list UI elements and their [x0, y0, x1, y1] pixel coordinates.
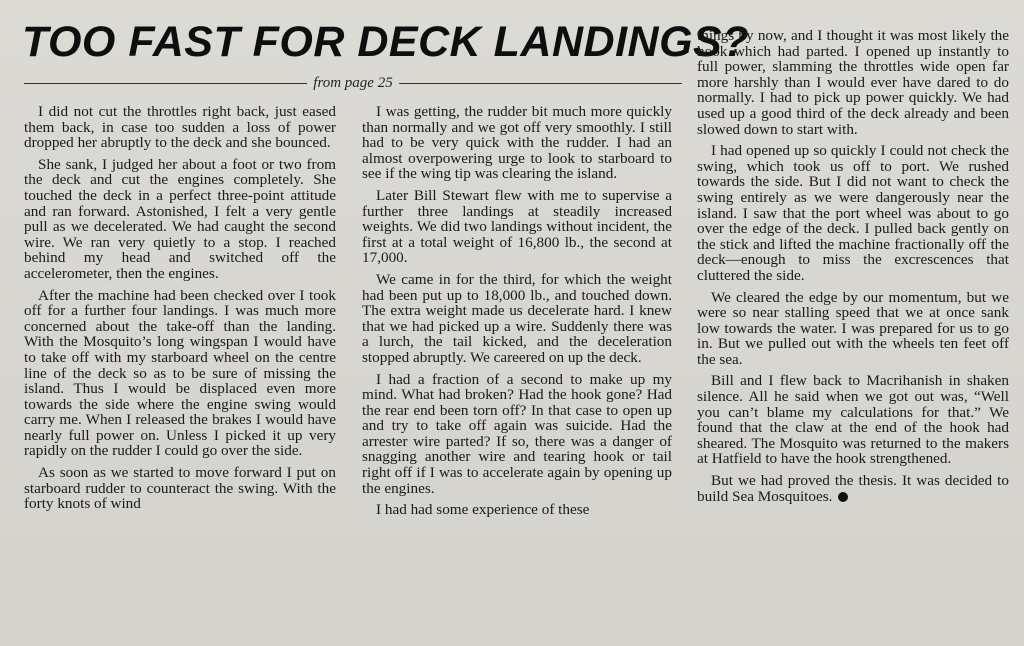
article-column-1 [24, 104, 336, 518]
paragraph: After the machine had been checked over I took off for a further four landings. I was much more concerned about the take-off than the landing. With the Mosquito’s long wingspan I would have to take off with my starboard wheel on the centre line of the deck so as to be sure of missing the island. Thus I would be displaced even more towards the side where the engine swing would carry me. When I released the brakes I would have nearly full power on. Unless I picked it up very rapidly on the rudder I could go over the side. [24, 286, 336, 460]
continued-from-text: from page 25 [313, 74, 393, 91]
paragraph: things by now, and I thought it was most likely the hook which had parted. I opened up instantly to full power, slamming the throttles wide open far more harshly than I would ever have dared to do normally. I had to pick up power quickly. We had used up a good third of the deck already and been slowed down to start with. [697, 27, 1009, 138]
paragraph: I was getting, the rudder bit much more quickly than normally and we got off very smoothly. I still had to be very quick with the rudder. I had an almost overpowering urge to look to starboard to see if the wing tip was clearing the island. [362, 103, 672, 183]
article-column-3 [697, 28, 1009, 510]
paragraph: Later Bill Stewart flew with me to supervise a further three landings at steadily increased weights. We did two landings without incident, the first at a total weight of 16,800 lb., the second at 17,000. [362, 186, 672, 267]
divider-rule-right [399, 83, 682, 84]
paragraph: I had had some experience of these [376, 501, 590, 519]
paragraph: As soon as we started to move forward I put on starboard rudder to counteract the swing. With the forty knots of wind [24, 464, 336, 513]
final-paragraph-text: But we had proved the thesis. It was decided to build Sea Mosquitoes. [697, 472, 1009, 505]
article-headline: TOO FAST FOR DECK LANDINGS? [22, 18, 749, 66]
paragraph: We came in for the third, for which the weight had been put up to 18,000 lb., and touched down. The extra weight made us decelerate hard. I knew that we had picked up a wire. Suddenly there was a lurch, the tail kicked, and the deceleration stopped abruptly. We careered on up the deck. [362, 270, 672, 366]
article-column-2 [362, 104, 672, 524]
continued-from-line [22, 73, 682, 93]
paragraph: I had opened up so quickly I could not check the swing, which took us off to port. We rushed towards the side. But I did not want to check the swing entirely as we were dangerously near the island. I saw that the port wheel was about to go over the edge of the deck. I pulled back gently on the stick and lifted the machine fractionally off the deck—enough to miss the excrescences that cluttered the side. [697, 142, 1009, 284]
paragraph: We cleared the edge by our momentum, but we were so near stalling speed that we at once sank low towards the water. I was prepared for us to go in. But we pulled out with the wheels ten feet off the sea. [697, 288, 1009, 368]
end-of-article-bullet-icon [838, 492, 848, 502]
final-paragraph [697, 473, 1009, 504]
paragraph: She sank, I judged her about a foot or two from the deck and cut the engines completely. She touched the deck in a perfect three-point attitude and ran forward. Astonished, I felt a very gentle pull as we decelerated. We had caught the second wire. We ran very quietly to a stop. I reached behind my head and switched off the accelerometer, then the engines. [24, 155, 336, 282]
paragraph: I did not cut the throttles right back, just eased them back, in case too sudden a loss of power dropped her abruptly to the deck and she bounced. [24, 103, 336, 152]
paragraph: Bill and I flew back to Macrihanish in shaken silence. All he said when we got out was, “Well you can’t blame my calculations for that.” We found that the claw at the end of the hook had sheared. The Mosquito was returned to the makers at Hatfield to have the hook strengthened. [697, 372, 1009, 468]
paragraph: I had a fraction of a second to make up my mind. What had broken? Had the hook gone? Had the rear end been torn off? In that case to open up and try to take off again was suicide. Had the arrester wire parted? If so, there was a danger of snagging another wire and tearing hook or tail right off if I was to accelerate again by opening up the engines. [362, 370, 672, 497]
divider-rule-left [24, 83, 307, 84]
